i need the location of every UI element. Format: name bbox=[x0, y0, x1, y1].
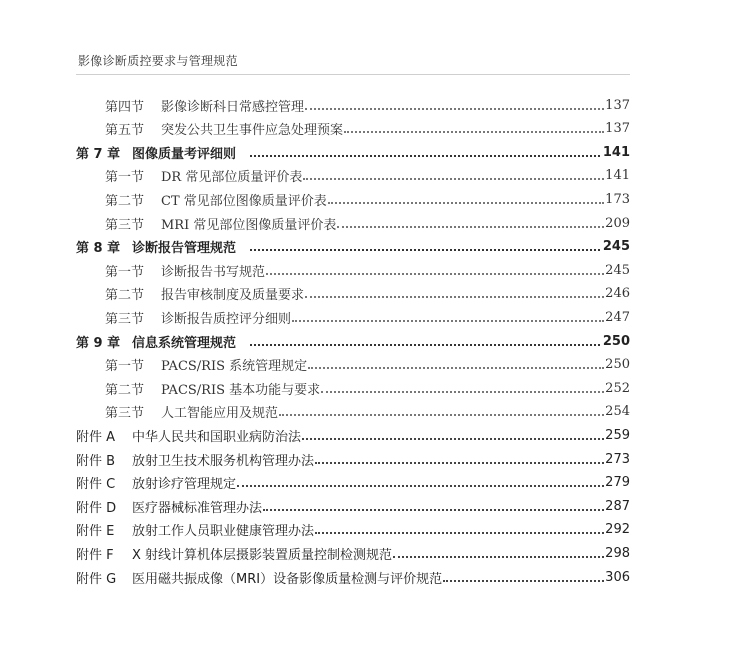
toc-entry-number: 第三节 bbox=[105, 311, 145, 327]
toc-entry-title: 图像质量考评细则 bbox=[132, 146, 237, 162]
toc-entry-title: 信息系统管理规范 bbox=[132, 335, 237, 351]
toc-entry-number: 附件 E bbox=[76, 524, 115, 540]
toc-entry-page: 306 bbox=[605, 569, 630, 585]
toc-entry-number: 第二节 bbox=[105, 288, 145, 304]
toc-entry-page: 254 bbox=[605, 404, 630, 420]
dot-leader bbox=[250, 343, 600, 346]
dot-leader bbox=[337, 225, 604, 228]
toc-entry-title: 报告审核制度及质量要求 bbox=[161, 288, 305, 304]
toc-entry-page: 246 bbox=[605, 286, 630, 302]
toc-entry-page: 298 bbox=[605, 545, 630, 561]
toc-entry-title: CT 常见部位图像质量评价表 bbox=[161, 193, 327, 209]
toc-entry-number: 附件 G bbox=[76, 571, 117, 587]
dot-leader bbox=[263, 508, 604, 511]
toc-entry-page: 245 bbox=[605, 262, 630, 278]
toc-entry-title: 诊断报告质控评分细则 bbox=[161, 311, 292, 327]
toc-entry[interactable] bbox=[76, 401, 630, 423]
toc-entry-title: DR 常见部位质量评价表 bbox=[161, 170, 303, 186]
toc-entry[interactable] bbox=[76, 306, 630, 328]
dot-leader bbox=[315, 461, 604, 464]
toc-entry-title: 放射诊疗管理规定 bbox=[132, 477, 237, 493]
toc-entry-title: 突发公共卫生事件应急处理预案 bbox=[161, 123, 344, 139]
toc-entry[interactable] bbox=[76, 377, 630, 399]
toc-entry-page: 287 bbox=[605, 498, 630, 514]
toc-entry-title: 放射卫生技术服务机构管理办法 bbox=[132, 453, 315, 469]
toc-entry[interactable] bbox=[76, 259, 630, 281]
toc-entry-number: 第 9 章 bbox=[76, 335, 121, 351]
dot-leader bbox=[393, 555, 604, 558]
toc-entry-page: 279 bbox=[605, 475, 630, 491]
toc-entry[interactable] bbox=[76, 118, 630, 140]
dot-leader bbox=[292, 319, 604, 322]
dot-leader bbox=[308, 366, 604, 369]
running-header: 影像诊断质控要求与管理规范 bbox=[78, 54, 238, 68]
toc-entry-title: PACS/RIS 基本功能与要求 bbox=[161, 382, 321, 398]
toc-entry-number: 附件 F bbox=[76, 547, 114, 563]
toc-entry-title: 诊断报告书写规范 bbox=[161, 264, 266, 280]
toc-entry[interactable] bbox=[76, 141, 630, 163]
toc-entry-page: 273 bbox=[605, 451, 630, 467]
toc-entry-number: 第 8 章 bbox=[76, 241, 121, 257]
toc-entry-number: 第二节 bbox=[105, 382, 145, 398]
toc-entry-title: 放射工作人员职业健康管理办法 bbox=[132, 524, 315, 540]
toc-entry-number: 附件 A bbox=[76, 429, 116, 445]
toc-entry-page: 141 bbox=[605, 168, 630, 184]
toc-entry-number: 第四节 bbox=[105, 99, 145, 115]
toc-entry-page: 137 bbox=[605, 97, 630, 113]
toc-entry[interactable] bbox=[76, 566, 630, 588]
toc-entry[interactable] bbox=[76, 495, 630, 517]
toc-entry-number: 附件 B bbox=[76, 453, 116, 469]
dot-leader bbox=[250, 248, 600, 251]
toc-entry-number: 第三节 bbox=[105, 406, 145, 422]
toc-entry[interactable] bbox=[76, 354, 630, 376]
toc-entry-title: MRI 常见部位图像质量评价表 bbox=[161, 217, 337, 233]
toc-entry-number: 第 7 章 bbox=[76, 146, 121, 162]
toc-entry-number: 第一节 bbox=[105, 359, 145, 375]
toc-entry[interactable] bbox=[76, 519, 630, 541]
toc-entry-title: 影像诊断科日常感控管理 bbox=[161, 99, 305, 115]
dot-leader bbox=[303, 177, 604, 180]
dot-leader bbox=[237, 484, 604, 487]
toc-entry[interactable] bbox=[76, 283, 630, 305]
toc-entry[interactable] bbox=[76, 165, 630, 187]
toc-entry-page: 245 bbox=[602, 239, 630, 255]
toc-entry-title: 医疗器械标准管理办法 bbox=[132, 500, 263, 516]
toc-entry-page: 137 bbox=[605, 121, 630, 137]
toc-entry[interactable] bbox=[76, 188, 630, 210]
toc-entry[interactable] bbox=[76, 472, 630, 494]
toc-entry-page: 292 bbox=[605, 522, 630, 538]
toc-entry-title: 人工智能应用及规范 bbox=[161, 406, 279, 422]
dot-leader bbox=[315, 531, 604, 534]
dot-leader bbox=[305, 107, 604, 110]
toc-entry-page: 209 bbox=[605, 215, 630, 231]
toc-entry-number: 第五节 bbox=[105, 123, 145, 139]
toc-entry-number: 第三节 bbox=[105, 217, 145, 233]
toc-entry-title: X 射线计算机体层摄影装置质量控制检测规范 bbox=[132, 547, 393, 563]
toc-entry-number: 第一节 bbox=[105, 264, 145, 280]
toc-entry[interactable] bbox=[76, 236, 630, 258]
dot-leader bbox=[302, 437, 604, 440]
dot-leader bbox=[328, 201, 604, 204]
toc-entry[interactable] bbox=[76, 542, 630, 564]
dot-leader bbox=[305, 295, 604, 298]
dot-leader bbox=[344, 130, 604, 133]
toc-entry-number: 第二节 bbox=[105, 193, 145, 209]
toc-entry[interactable] bbox=[76, 448, 630, 470]
toc-entry-page: 247 bbox=[605, 309, 630, 325]
dot-leader bbox=[443, 579, 604, 582]
toc-entry-number: 第一节 bbox=[105, 170, 145, 186]
toc-entry-page: 250 bbox=[605, 357, 630, 373]
toc-entry[interactable] bbox=[76, 424, 630, 446]
toc-entry-title: 医用磁共振成像（MRI）设备影像质量检测与评价规范 bbox=[132, 571, 443, 587]
toc-entry-page: 250 bbox=[602, 333, 630, 349]
toc-entry[interactable] bbox=[76, 212, 630, 234]
toc-entry[interactable] bbox=[76, 330, 630, 352]
toc-entry-number: 附件 D bbox=[76, 500, 117, 516]
dot-leader bbox=[321, 390, 604, 393]
toc-entry[interactable] bbox=[76, 94, 630, 116]
dot-leader bbox=[266, 272, 604, 275]
toc-entry-number: 附件 C bbox=[76, 477, 116, 493]
toc-entry-page: 252 bbox=[605, 380, 630, 396]
toc-entry-title: 中华人民共和国职业病防治法 bbox=[132, 429, 302, 445]
toc-entry-page: 141 bbox=[602, 144, 630, 160]
dot-leader bbox=[279, 413, 604, 416]
toc-entry-title: PACS/RIS 系统管理规定 bbox=[161, 359, 308, 375]
dot-leader bbox=[250, 154, 600, 157]
toc-entry-page: 259 bbox=[605, 427, 630, 443]
header-divider bbox=[76, 74, 630, 75]
toc-entry-title: 诊断报告管理规范 bbox=[132, 241, 237, 257]
toc-entry-page: 173 bbox=[605, 191, 630, 207]
